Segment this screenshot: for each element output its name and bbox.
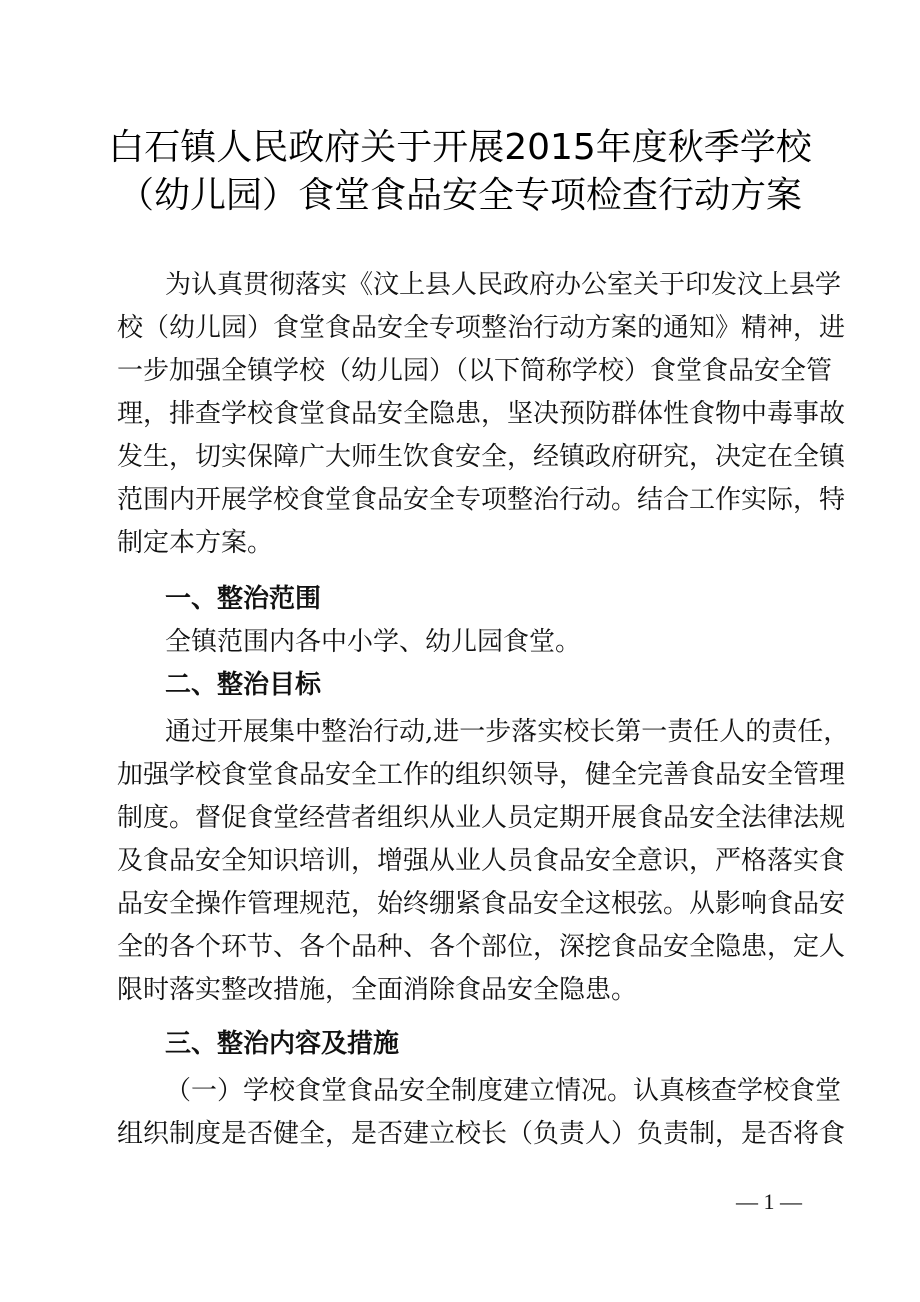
paragraph-line: 发生，切实保障广大师生饮食安全，经镇政府研究，决定在全镇 [117,442,846,472]
paragraph-line: （一）学校食堂食品安全制度建立情况。认真核查学校食堂 [165,1076,842,1106]
paragraph-line: 制度。督促食堂经营者组织从业人员定期开展食品安全法律法规 [117,803,846,833]
document-title-line-2: （幼儿园）食堂食品安全专项检查行动方案 [117,175,802,216]
paragraph-line: 通过开展集中整治行动,进一步落实校长第一责任人的责任， [165,717,850,747]
paragraph-line: 校（幼儿园）食堂食品安全专项整治行动方案的通知》精神，进 [117,313,846,343]
paragraph-line: 及食品安全知识培训，增强从业人员食品安全意识，严格落实食 [117,846,846,876]
document-title-line-1: 白石镇人民政府关于开展2015年度秋季学校 [108,127,812,168]
paragraph-line: 理，排查学校食堂食品安全隐患，坚决预防群体性食物中毒事故 [117,399,846,429]
section-heading-scope: 一、整治范围 [165,584,322,614]
paragraph-line: 全的各个环节、各个品种、各个部位，深挖食品安全隐患，定人 [117,932,846,962]
paragraph-line: 加强学校食堂食品安全工作的组织领导，健全完善食品安全管理 [117,760,846,790]
paragraph-line: 制定本方案。 [117,528,274,558]
paragraph-line: 一步加强全镇学校（幼儿园）（以下简称学校）食堂食品安全管 [117,356,833,386]
paragraph-line: 全镇范围内各中小学、幼儿园食堂。 [165,627,582,657]
section-heading-measures: 三、整治内容及措施 [165,1029,400,1059]
paragraph-line: 为认真贯彻落实《汶上县人民政府办公室关于印发汶上县学 [165,270,842,300]
paragraph-line: 限时落实整改措施，全面消除食品安全隐患。 [117,975,638,1005]
paragraph-line: 范围内开展学校食堂食品安全专项整治行动。结合工作实际，特 [117,485,846,515]
paragraph-line: 品安全操作管理规范，始终绷紧食品安全这根弦。从影响食品安 [117,889,846,919]
paragraph-line: 组织制度是否健全，是否建立校长（负责人）负责制，是否将食 [117,1119,846,1149]
section-heading-goal: 二、整治目标 [165,670,322,700]
page-number: — 1 — [736,1189,802,1214]
